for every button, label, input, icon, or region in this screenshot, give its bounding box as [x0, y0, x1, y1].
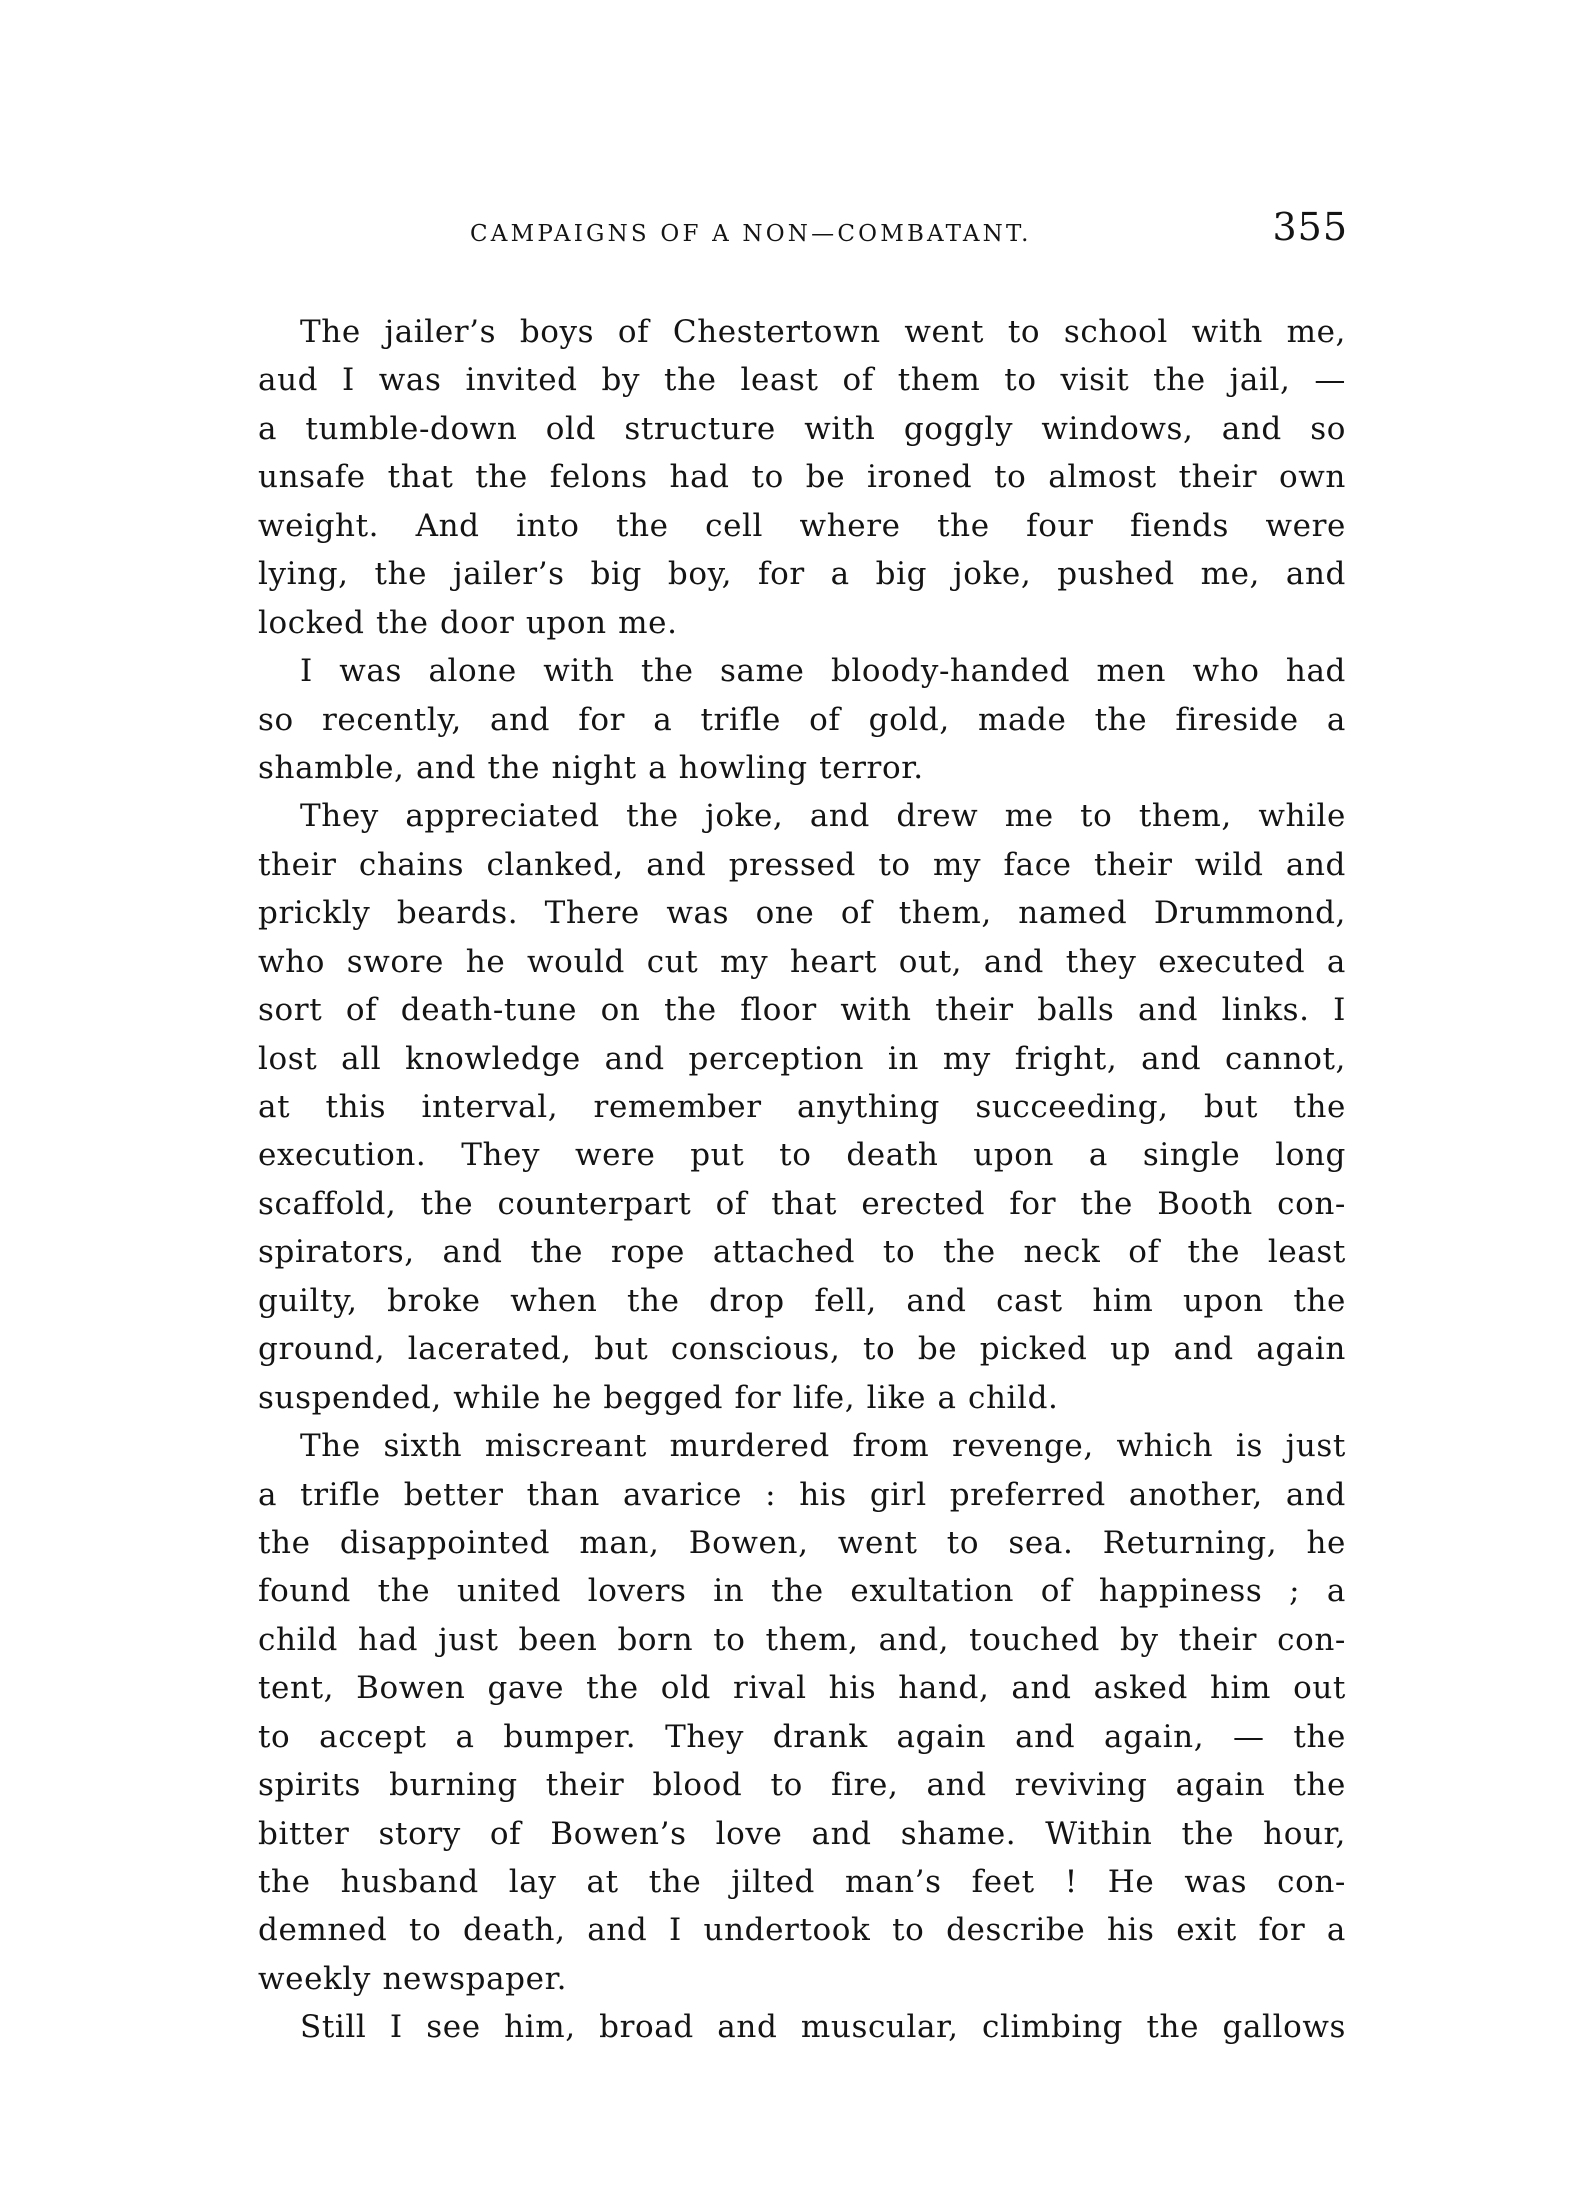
paragraph	[258, 2003, 1346, 2051]
paragraph	[258, 1422, 1346, 2003]
text-line: so recently, and for a trifle of gold, made the fireside a	[258, 701, 1346, 738]
text-line: spirits burning their blood to fire, and reviving again the	[258, 1767, 1346, 1804]
text-line: lying, the jailer’s big boy, for a big joke, pushed me, and	[258, 556, 1346, 593]
text-line: The jailer’s boys of Chestertown went to school with me,	[300, 314, 1346, 350]
text-line: Still I see him, broad and muscular, climbing the gallows	[300, 2009, 1346, 2046]
text-line: sort of death-tune on the floor with their balls and links. I	[258, 992, 1346, 1029]
text-line: to accept a bumper. They drank again and again, — the	[258, 1718, 1346, 1755]
text-line: weekly newspaper.	[258, 1960, 568, 1997]
text-line: the disappointed man, Bowen, went to sea. Returning, he	[258, 1524, 1346, 1561]
paragraph	[258, 792, 1346, 1422]
text-line: a tumble-down old structure with goggly windows, and so	[258, 410, 1346, 447]
text-line: shamble, and the night a howling terror.	[258, 749, 924, 786]
text-line: found the united lovers in the exultation of happiness ; a	[258, 1573, 1346, 1610]
text-line: They appreciated the joke, and drew me to them, while	[300, 798, 1346, 835]
running-head	[258, 205, 1348, 255]
text-line: spirators, and the rope attached to the neck of the least	[258, 1234, 1346, 1271]
text-line: their chains clanked, and pressed to my face their wild and	[258, 846, 1346, 883]
text-line: who swore he would cut my heart out, and they executed a	[258, 943, 1346, 980]
text-line: lost all knowledge and perception in my fright, and cannot,	[258, 1040, 1346, 1077]
text-line: demned to death, and I undertook to describe his exit for a	[258, 1912, 1346, 1949]
body-text	[258, 308, 1346, 2052]
text-line: unsafe that the felons had to be ironed to almost their own	[258, 459, 1346, 496]
text-line: I was alone with the same bloody-handed men who had	[300, 653, 1346, 690]
running-title: CAMPAIGNS OF A NON—COMBATANT.	[470, 221, 1032, 247]
text-line: aud I was invited by the least of them to visit the jail, —	[258, 362, 1346, 399]
page-number: 355	[1272, 205, 1348, 249]
text-line: at this interval, remember anything succeeding, but the	[258, 1089, 1346, 1125]
text-line: tent, Bowen gave the old rival his hand, and asked him out	[258, 1670, 1346, 1707]
text-line: The sixth miscreant murdered from revenge, which is just	[300, 1428, 1346, 1465]
text-line: suspended, while he begged for life, like a child.	[258, 1379, 1059, 1416]
paragraph	[258, 308, 1346, 647]
text-line: guilty, broke when the drop fell, and cast him upon the	[258, 1282, 1346, 1319]
text-line: child had just been born to them, and, touched by their con-	[258, 1621, 1346, 1658]
text-line: locked the door upon me.	[258, 604, 678, 641]
text-line: ground, lacerated, but conscious, to be picked up and again	[258, 1331, 1346, 1368]
text-line: execution. They were put to death upon a single long	[258, 1137, 1346, 1174]
text-line: bitter story of Bowen’s love and shame. Within the hour,	[258, 1815, 1346, 1852]
text-line: a trifle better than avarice : his girl preferred another, and	[258, 1476, 1346, 1513]
text-line: the husband lay at the jilted man’s feet ! He was con-	[258, 1864, 1346, 1900]
text-line: weight. And into the cell where the four fiends were	[258, 507, 1346, 544]
text-line: prickly beards. There was one of them, named Drummond,	[258, 895, 1346, 932]
text-line: scaffold, the counterpart of that erected for the Booth con-	[258, 1185, 1346, 1222]
paragraph	[258, 647, 1346, 792]
